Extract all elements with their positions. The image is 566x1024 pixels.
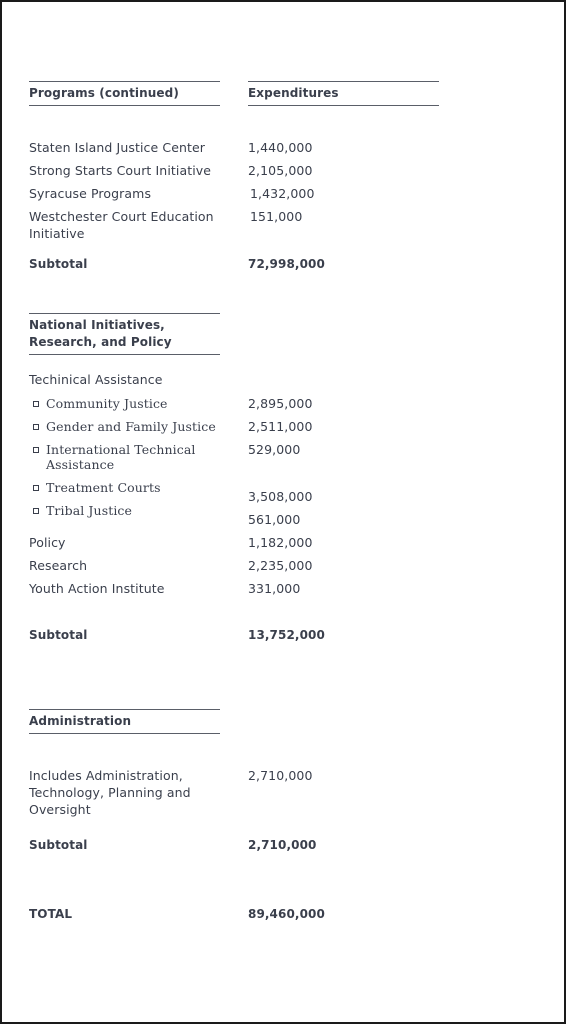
sub-item-amount: 3,508,000 [248,489,313,504]
expenditures-column-header: Expenditures [248,86,339,100]
sub-item-label: Community Justice [46,396,168,411]
sub-item-amount: 2,511,000 [248,419,313,434]
total-label: TOTAL [29,907,73,921]
line-item-amount: 1,182,000 [248,535,313,550]
checkbox-bullet-icon [33,485,39,491]
line-item-label: Research [29,558,88,573]
line-item-label: Westchester Court Education Initiative [29,209,214,241]
sub-item-amount: 2,895,000 [248,396,313,411]
section-top-rule [29,313,220,314]
total-amount: 89,460,000 [248,907,325,921]
checkbox-bullet-icon [33,401,39,407]
subtotal-amount: 2,710,000 [248,838,317,852]
line-item-amount: 1,440,000 [248,140,313,155]
section-bottom-rule [29,354,220,355]
line-item-label: Syracuse Programs [29,186,152,201]
subtotal-label: Subtotal [29,838,88,852]
sub-item-label: International Technical Assistance [46,442,196,472]
line-item-amount: 2,710,000 [248,768,313,783]
sub-item-label: Gender and Family Justice [46,419,216,434]
subtotal-amount: 72,998,000 [248,257,325,271]
line-item-label: Strong Starts Court Initiative [29,163,212,178]
line-item-label: Includes Administration, Technology, Planning and Oversight [29,768,191,817]
section-bottom-rule [29,733,220,734]
section-top-rule [29,81,220,82]
checkbox-bullet-icon [33,424,39,430]
subtotal-amount: 13,752,000 [248,628,325,642]
checkbox-bullet-icon [33,447,39,453]
line-item-amount: 151,000 [250,209,303,224]
expenditures-bottom-rule [248,105,439,106]
subtotal-label: Subtotal [29,257,88,271]
administration-section-header: Administration [29,714,132,728]
technical-assistance-label: Techinical Assistance [29,372,163,387]
subtotal-label: Subtotal [29,628,88,642]
programs-section-header: Programs (continued) [29,86,179,100]
section-bottom-rule [29,105,220,106]
national-section-header: National Initiatives, Research, and Policy [29,318,172,349]
line-item-amount: 1,432,000 [250,186,315,201]
expenditures-top-rule [248,81,439,82]
line-item-label: Policy [29,535,66,550]
line-item-amount: 331,000 [248,581,301,596]
line-item-label: Youth Action Institute [29,581,165,596]
section-top-rule [29,709,220,710]
sub-item-label: Treatment Courts [46,480,161,495]
line-item-amount: 2,105,000 [248,163,313,178]
checkbox-bullet-icon [33,508,39,514]
sub-item-amount: 561,000 [248,512,301,527]
line-item-amount: 2,235,000 [248,558,313,573]
line-item-label: Staten Island Justice Center [29,140,206,155]
sub-item-label: Tribal Justice [46,503,133,518]
sub-item-amount: 529,000 [248,442,301,457]
